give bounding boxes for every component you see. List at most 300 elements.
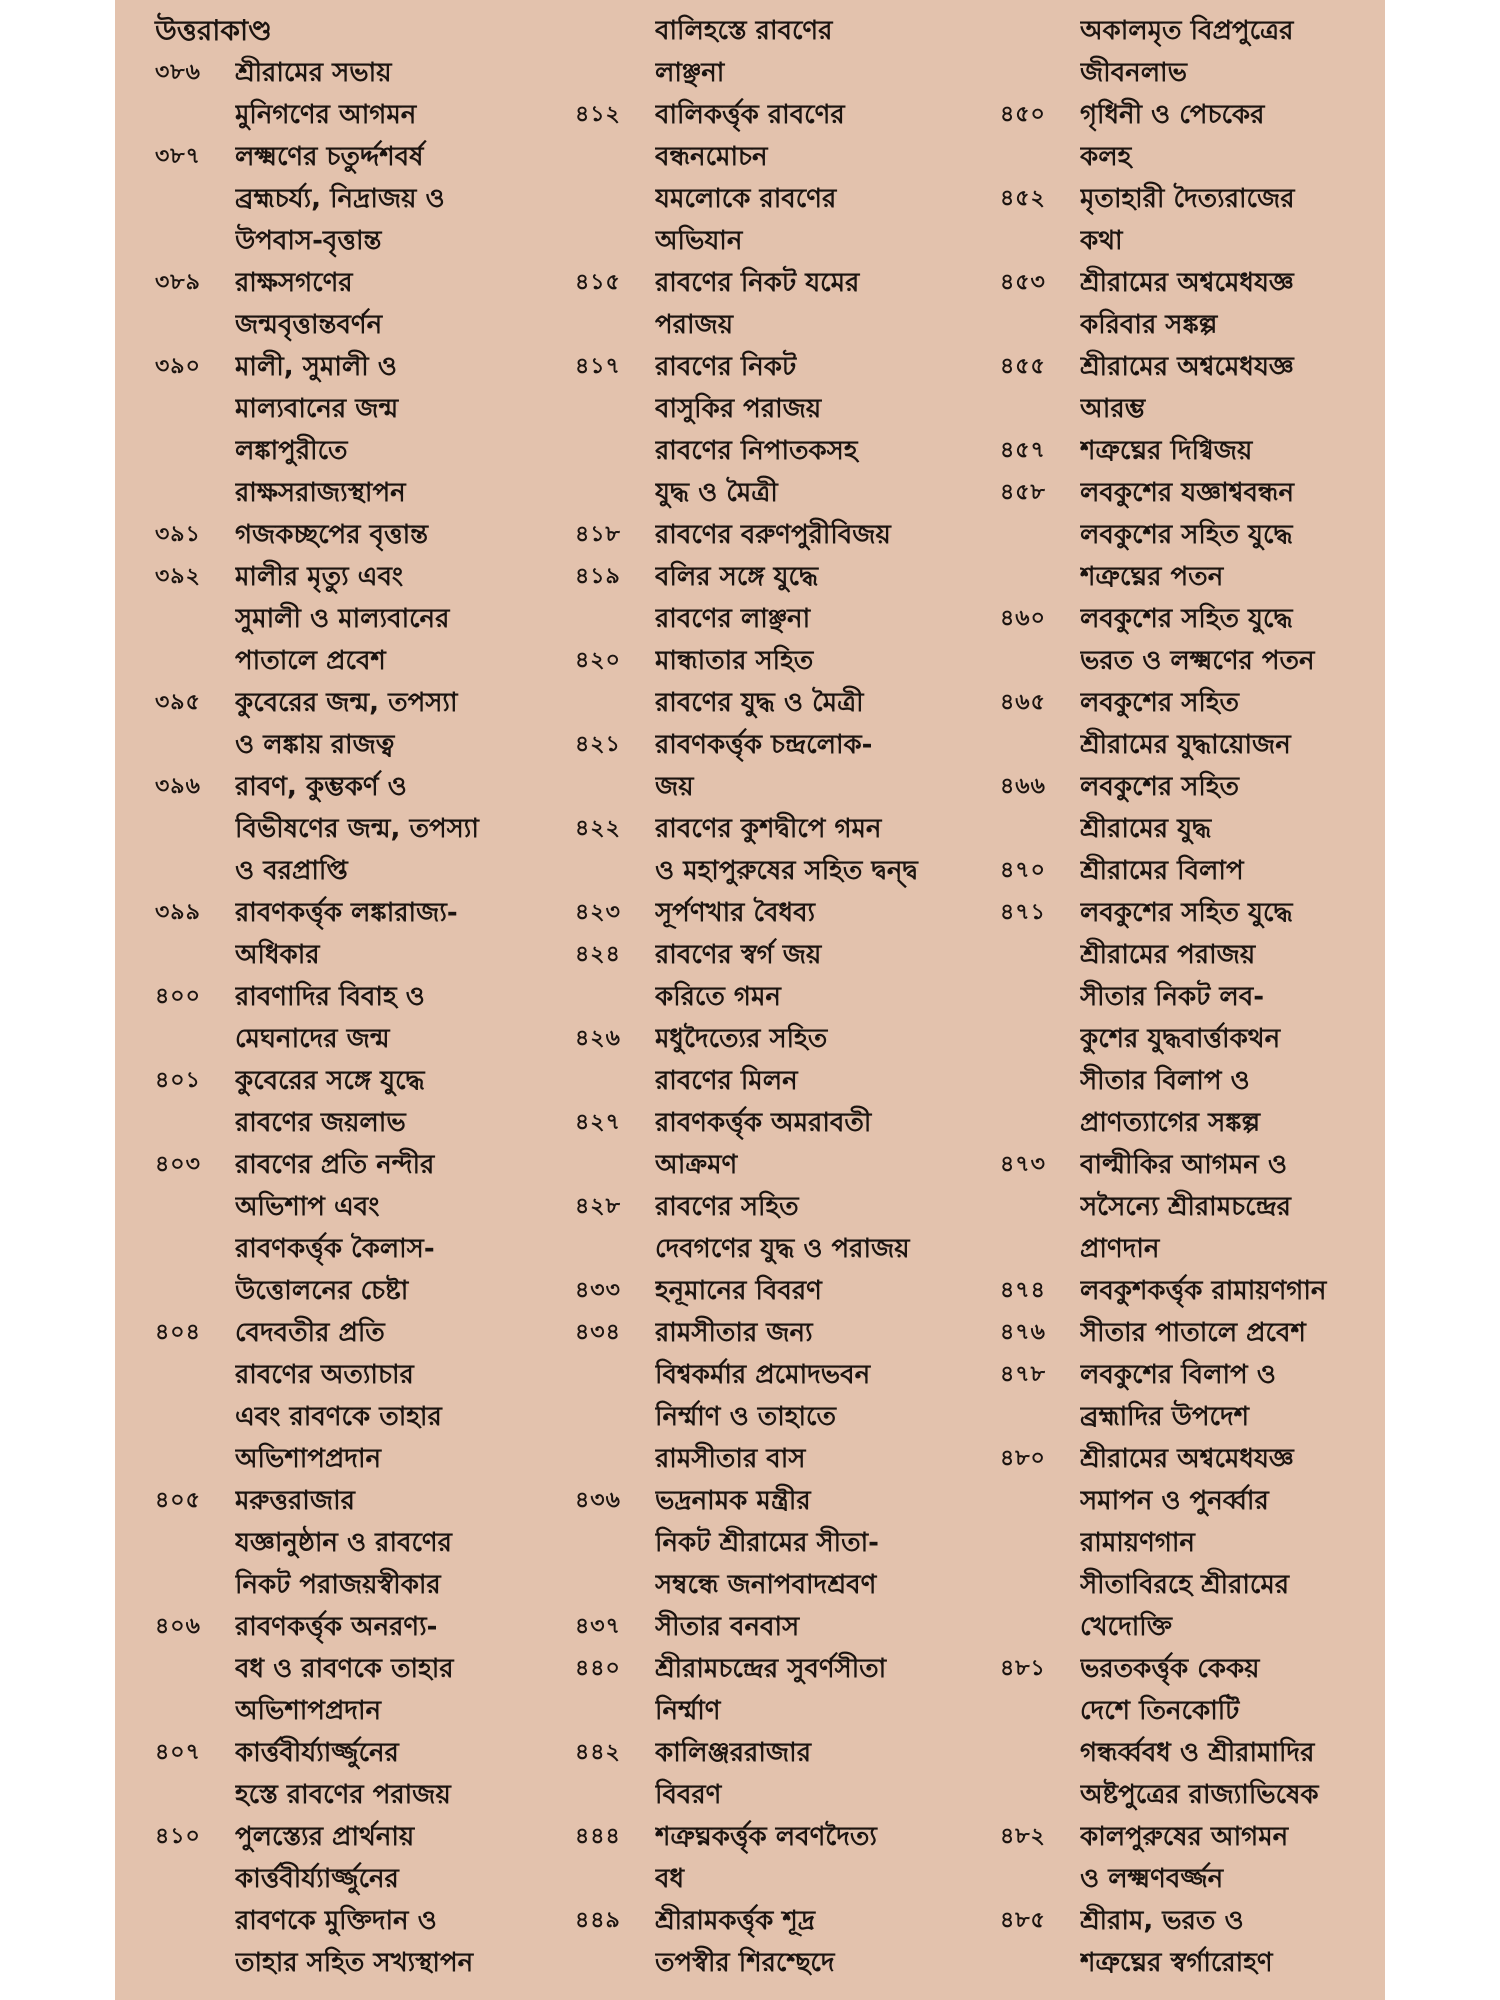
entry-title-line: ও বরপ্রাপ্তি (235, 856, 348, 886)
toc-entry (575, 346, 975, 430)
toc-entry (155, 976, 555, 1060)
entry-title (655, 1816, 975, 1900)
page-number: ৪০১ (155, 1068, 201, 1093)
entry-title (1080, 430, 1380, 472)
toc-entry (1000, 430, 1380, 472)
toc-entry (155, 1480, 555, 1606)
page-number: ৪৫৮ (1000, 480, 1046, 505)
toc-entry (1000, 682, 1380, 766)
entry-title-line: বাসুকির পরাজয় (655, 394, 822, 424)
entry-title (235, 136, 555, 262)
entry-title-line: কুবেরের জন্ম, তপস্যা (235, 688, 458, 718)
entry-title (655, 1648, 975, 1732)
entry-title-line: গৃধিনী ও পেচকের (1080, 100, 1265, 130)
entry-title-line: ভরতকর্ত্তৃক কেকয় (1080, 1654, 1260, 1684)
page-number: ৪৮২ (1000, 1824, 1046, 1849)
entry-title-line: অভিশাপপ্রদান (235, 1444, 382, 1474)
entry-title-line: রাবণকে মুক্তিদান ও (235, 1906, 437, 1936)
toc-entry (1000, 892, 1380, 1144)
entry-title-line: কথা (1080, 226, 1123, 256)
toc-column-1 (155, 10, 555, 1984)
entry-title-line: শ্রীরামের অশ্বমেধযজ্ঞ (1080, 268, 1294, 298)
toc-entry (155, 1816, 555, 1984)
page-number: ৪১২ (575, 102, 621, 127)
entry-title (235, 346, 555, 514)
entry-title (655, 1186, 975, 1270)
entry-title-line: আরম্ভ (1080, 394, 1146, 424)
entry-title-line: কালিঞ্জররাজার (655, 1738, 811, 1768)
entry-title-line: অধিকার (235, 940, 320, 970)
entry-title (655, 640, 975, 724)
entry-title (235, 1732, 555, 1816)
entry-title-line: ভরত ও লক্ষ্মণের পতন (1080, 646, 1315, 676)
toc-entry (155, 892, 555, 976)
entry-title-line: পাতালে প্রবেশ (235, 646, 386, 676)
entry-title-line: মান্ধাতার সহিত (655, 646, 814, 676)
entry-title-line: মুনিগণের আগমন (235, 100, 417, 130)
entry-title-line: শত্রুঘ্নের পতন (1080, 562, 1224, 592)
entry-title (235, 514, 555, 556)
page-number: ৪৫৩ (1000, 270, 1046, 295)
book-page (115, 0, 1385, 2000)
page-number: ৩৮৬ (155, 60, 201, 85)
toc-entry (155, 556, 555, 682)
entry-title (655, 1732, 975, 1816)
entry-title-line: রাবণের নিকট (655, 352, 797, 382)
entry-title-line: কার্ত্তবীর্য্যার্জ্জুনের (235, 1738, 399, 1768)
toc-entry (575, 556, 975, 640)
toc-entry (575, 892, 975, 934)
entry-title (1080, 94, 1380, 178)
entry-title (1080, 682, 1380, 766)
page-number: ৪৩৩ (575, 1278, 621, 1303)
toc-entry (575, 1018, 975, 1102)
entry-title-line: শ্রীরামের সভায় (235, 58, 392, 88)
entry-title-line: আক্রমণ (655, 1150, 738, 1180)
page-number: ৩৯১ (155, 522, 201, 547)
entry-title-line: যমলোকে রাবণের (655, 184, 837, 214)
entry-title-line: করিতে গমন (655, 982, 781, 1012)
toc-entry (575, 724, 975, 808)
toc-entry (155, 1060, 555, 1144)
toc-entry (575, 94, 975, 178)
entry-title-line: অভিশাপ এবং (235, 1192, 380, 1222)
entry-title (235, 892, 555, 976)
page-number: ৩৯৫ (155, 690, 201, 715)
entry-title-line: জন্মবৃত্তান্তবর্ণন (235, 310, 383, 340)
page-number (1000, 10, 1080, 52)
entry-title-line: রাবণের জয়লাভ (235, 1108, 406, 1138)
toc-entry (575, 1102, 975, 1186)
page-number: ৩৮৭ (155, 144, 201, 169)
entry-title (655, 556, 975, 640)
toc-entry (155, 1606, 555, 1732)
page-number: ৪০০ (155, 984, 201, 1009)
entry-title-line: রাবণের নিপাতকসহ (655, 436, 858, 466)
entry-title (655, 346, 975, 430)
page-number: ৪১৫ (575, 270, 621, 295)
entry-title-line: পুলস্ত্যের প্রার্থনায় (235, 1822, 415, 1852)
toc-entry (1000, 598, 1380, 682)
toc-entry (575, 430, 975, 514)
entry-title-line: রাবণকর্ত্তৃক কৈলাস- (235, 1234, 435, 1264)
toc-entry (575, 1648, 975, 1732)
entry-title-line: সুমালী ও মাল্যবানের (235, 604, 450, 634)
entry-title-line: রাবণকর্ত্তৃক অমরাবতী (655, 1108, 872, 1138)
entry-title (1080, 1144, 1380, 1270)
entry-title-line: বালিকর্ত্তৃক রাবণের (655, 100, 845, 130)
page-number: ৪১৮ (575, 522, 621, 547)
entry-title (235, 556, 555, 682)
page-number: ৪৬৫ (1000, 690, 1046, 715)
entry-title-line: লবকুশের বিলাপ ও (1080, 1360, 1276, 1390)
page-number: ৩৯০ (155, 354, 201, 379)
page-number: ৪২৮ (575, 1194, 621, 1219)
toc-entry (1000, 1144, 1380, 1270)
page-number: ৪০৬ (155, 1614, 201, 1639)
entry-title-line: রাক্ষসগণের (235, 268, 353, 298)
toc-entry (1000, 766, 1380, 850)
entry-title (235, 766, 555, 892)
entry-title-line: শ্রীরামের বিলাপ (1080, 856, 1244, 886)
toc-entry (1000, 1438, 1380, 1648)
toc-entry (1000, 850, 1380, 892)
entry-title (1080, 472, 1380, 598)
page-number: ৪১০ (155, 1824, 201, 1849)
toc-entry (155, 766, 555, 892)
page-number: ৪৫০ (1000, 102, 1046, 127)
toc-entry (1000, 1816, 1380, 1900)
entry-title-line: অভিশাপপ্রদান (235, 1696, 382, 1726)
entry-title (235, 52, 555, 136)
entry-title-line: রাবণের নিকট যমের (655, 268, 860, 298)
toc-entry (575, 1270, 975, 1312)
entry-title-line: সীতার বিলাপ ও (1080, 1066, 1250, 1096)
page-number: ৪২২ (575, 816, 621, 841)
entry-title (655, 934, 975, 1018)
entry-title-line: করিবার সঙ্কল্প (1080, 310, 1218, 340)
toc-entry (1000, 94, 1380, 178)
page-number: ৪৪০ (575, 1656, 621, 1681)
entry-title-line: বিভীষণের জন্ম, তপস্যা (235, 814, 479, 844)
page-number: ৩৯৯ (155, 900, 201, 925)
entry-title (1080, 598, 1380, 682)
entry-title (235, 1816, 555, 1984)
entry-title-line: জীবনলাভ (1080, 58, 1187, 88)
page-number: ৪৭১ (1000, 900, 1046, 925)
page-number (575, 430, 655, 472)
entry-title-line: হনূমানের বিবরণ (655, 1276, 822, 1306)
page-number: ৪৪৯ (575, 1908, 621, 1933)
entry-title (655, 1018, 975, 1102)
toc-entry (155, 1732, 555, 1816)
entry-title-line: লবকুশের সহিত (1080, 772, 1239, 802)
entry-title (235, 262, 555, 346)
entry-title-line: যুদ্ধ ও মৈত্রী (655, 478, 778, 508)
entry-title-line: লবকুশের সহিত যুদ্ধে (1080, 898, 1293, 928)
toc-entry (155, 136, 555, 262)
entry-title (1080, 262, 1380, 346)
entry-title (655, 10, 975, 94)
entry-title-line: ও মহাপুরুষের সহিত দ্বন্দ্ব (655, 856, 918, 886)
entry-title-line: শ্রীরামের অশ্বমেধযজ্ঞ (1080, 352, 1294, 382)
entry-title-line: লঙ্কাপুরীতে (235, 436, 348, 466)
toc-entry (575, 640, 975, 724)
toc-entry (575, 1312, 975, 1480)
toc-entry (1000, 1312, 1380, 1354)
toc-entry (575, 1732, 975, 1816)
page-number: ৪২১ (575, 732, 621, 757)
entry-title-line: শ্রীরামের অশ্বমেধযজ্ঞ (1080, 1444, 1294, 1474)
entry-title-line: তপস্বীর শিরশ্ছেদে (655, 1948, 835, 1978)
entry-title-line: বধ (655, 1864, 685, 1894)
toc-entry (155, 262, 555, 346)
entry-title (655, 1606, 975, 1648)
entry-title-line: রাবণের মিলন (655, 1066, 798, 1096)
toc-entry (1000, 178, 1380, 262)
entry-title-line: বাল্মীকির আগমন ও (1080, 1150, 1287, 1180)
entry-title (655, 1102, 975, 1186)
page-number: ৪৮৫ (1000, 1908, 1046, 1933)
entry-title (655, 1480, 975, 1606)
page-number: ৩৯৬ (155, 774, 201, 799)
page-number: ৪০৪ (155, 1320, 201, 1345)
entry-title-line: শ্রীরামের যুদ্ধায়োজন (1080, 730, 1291, 760)
entry-title-line: নিকট শ্রীরামের সীতা- (655, 1528, 879, 1558)
entry-title-line: এবং রাবণকে তাহার (235, 1402, 442, 1432)
entry-title-line: যজ্ঞানুষ্ঠান ও রাবণের (235, 1528, 452, 1558)
page-number: ৪২৪ (575, 942, 621, 967)
entry-title (235, 1312, 555, 1480)
page-number: ৪৬৬ (1000, 774, 1046, 799)
entry-title-line: সীতার পাতালে প্রবেশ (1080, 1318, 1306, 1348)
entry-title (1080, 10, 1380, 94)
entry-title-line: লবকুশের যজ্ঞাশ্ববন্ধন (1080, 478, 1295, 508)
entry-title (655, 1312, 975, 1480)
toc-entry (575, 10, 975, 94)
entry-title-line: শত্রুঘ্নের স্বর্গারোহণ (1080, 1948, 1273, 1978)
page-number: ৪৭৩ (1000, 1152, 1046, 1177)
entry-title-line: রাবণকর্ত্তৃক অনরণ্য- (235, 1612, 438, 1642)
toc-entry (155, 514, 555, 556)
entry-title (655, 808, 975, 892)
entry-title-line: লবকুশের সহিত যুদ্ধে (1080, 604, 1293, 634)
toc-entry (155, 1144, 555, 1312)
page-number: ৪০৫ (155, 1488, 201, 1513)
entry-title-line: প্রাণত্যাগের সঙ্কল্প (1080, 1108, 1261, 1138)
entry-title-line: জয় (655, 772, 694, 802)
entry-title-line: রামসীতার জন্য (655, 1318, 813, 1348)
page-number: ৪২৬ (575, 1026, 621, 1051)
page-number: ৪৭০ (1000, 858, 1046, 883)
toc-entry (575, 514, 975, 556)
toc-entry (155, 1312, 555, 1480)
entry-title-line: বালিহস্তে রাবণের (655, 16, 833, 46)
page-number: ৪০৩ (155, 1152, 201, 1177)
entry-title-line: তাহার সহিত সখ্যস্থাপন (235, 1948, 474, 1978)
entry-title-line: রাবণের লাঞ্ছনা (655, 604, 811, 634)
entry-title (655, 724, 975, 808)
entry-title-line: শ্রীরাম, ভরত ও (1080, 1906, 1244, 1936)
entry-title-line: লবকুশকর্ত্তৃক রামায়ণগান (1080, 1276, 1327, 1306)
page-number: ৪৫৫ (1000, 354, 1046, 379)
page-number: ৪৭৪ (1000, 1278, 1046, 1303)
toc-entry (1000, 346, 1380, 430)
entry-title-line: নির্ম্মাণ ও তাহাতে (655, 1402, 836, 1432)
entry-title (655, 178, 975, 262)
entry-title (655, 892, 975, 934)
entry-title (1080, 1354, 1380, 1438)
toc-entry (1000, 262, 1380, 346)
entry-title (655, 514, 975, 556)
entry-title-line: লবকুশের সহিত যুদ্ধে (1080, 520, 1293, 550)
entry-title-line: মালী, সুমালী ও (235, 352, 397, 382)
entry-title-line: কুশের যুদ্ধবার্ত্তাকথন (1080, 1024, 1281, 1054)
section-heading: উত্তরাকাণ্ড (155, 14, 272, 47)
page-number: ৪২৩ (575, 900, 621, 925)
entry-title-line: গজকচ্ছপের বৃত্তান্ত (235, 520, 429, 550)
entry-title-line: ব্রহ্মচর্য্য, নিদ্রাজয় ও (235, 184, 445, 214)
entry-title (235, 1606, 555, 1732)
page-number: ৪৪২ (575, 1740, 621, 1765)
page-number: ৩৯২ (155, 564, 201, 589)
entry-title (655, 262, 975, 346)
entry-title-line: হস্তে রাবণের পরাজয় (235, 1780, 451, 1810)
entry-title-line: সীতার বনবাস (655, 1612, 800, 1642)
entry-title (1080, 892, 1380, 1144)
entry-title-line: ব্রহ্মাদির উপদেশ (1080, 1402, 1250, 1432)
page-number (575, 10, 655, 52)
entry-title-line: অকালমৃত বিপ্রপুত্রের (1080, 16, 1294, 46)
entry-title (655, 1900, 975, 1984)
toc-entry (575, 1816, 975, 1900)
toc-entry (575, 934, 975, 1018)
page-number: ৪৩৭ (575, 1614, 621, 1639)
toc-entry (1000, 1900, 1380, 1984)
entry-title (1080, 346, 1380, 430)
entry-title-line: সম্বন্ধে জনাপবাদশ্রবণ (655, 1570, 877, 1600)
entry-title-line: লাঞ্ছনা (655, 58, 725, 88)
entry-title-line: সীতাবিরহে শ্রীরামের (1080, 1570, 1290, 1600)
entry-title-line: রাবণকর্ত্তৃক চন্দ্রলোক- (655, 730, 873, 760)
toc-entry (1000, 472, 1380, 598)
entry-title (1080, 1900, 1380, 1984)
entry-title-line: কুবেরের সঙ্গে যুদ্ধে (235, 1066, 425, 1096)
page-number: ৪৬০ (1000, 606, 1046, 631)
toc-entry (575, 1900, 975, 1984)
page-number: ৪২০ (575, 648, 621, 673)
entry-title-line: মাল্যবানের জন্ম (235, 394, 399, 424)
entry-title-line: লক্ষ্মণের চতুর্দ্দশবর্ষ (235, 142, 424, 172)
page-number: ৪১৯ (575, 564, 621, 589)
entry-title-line: দেশে তিনকোটি (1080, 1696, 1240, 1726)
page-number: ৪৮০ (1000, 1446, 1046, 1471)
entry-title (1080, 766, 1380, 850)
entry-title-line: বন্ধনমোচন (655, 142, 768, 172)
page-number: ৪০৭ (155, 1740, 201, 1765)
page-number: ৪৩৪ (575, 1320, 621, 1345)
entry-title-line: প্রাণদান (1080, 1234, 1160, 1264)
entry-title-line: রাবণের প্রতি নন্দীর (235, 1150, 435, 1180)
entry-title-line: দেবগণের যুদ্ধ ও পরাজয় (655, 1234, 910, 1264)
entry-title-line: বেদবতীর প্রতি (235, 1318, 385, 1348)
entry-title-line: সমাপন ও পুনর্ব্বার (1080, 1486, 1269, 1516)
entry-title (655, 94, 975, 178)
entry-title-line: বিশ্বকর্মার প্রমোদভবন (655, 1360, 871, 1390)
entry-title (1080, 178, 1380, 262)
toc-column-3 (1000, 10, 1380, 1984)
entry-title-line: সীতার নিকট লব- (1080, 982, 1265, 1012)
entry-title (235, 682, 555, 766)
entry-title (655, 430, 975, 514)
entry-title-line: শত্রুঘ্নকর্ত্তৃক লবণদৈত্য (655, 1822, 877, 1852)
entry-title-line: রামায়ণগান (1080, 1528, 1195, 1558)
entry-title-line: রাবণকর্ত্তৃক লঙ্কারাজ্য- (235, 898, 458, 928)
page-number (575, 178, 655, 220)
entry-title-line: মেঘনাদের জন্ম (235, 1024, 390, 1054)
entry-title-line: রাবণের বরুণপুরীবিজয় (655, 520, 891, 550)
entry-title-line: রাক্ষসরাজ্যস্থাপন (235, 478, 406, 508)
entry-title-line: পরাজয় (655, 310, 734, 340)
entry-title-line: বধ ও রাবণকে তাহার (235, 1654, 454, 1684)
entry-title-line: শ্রীরামকর্ত্তৃক শূদ্র (655, 1906, 816, 1936)
entry-title-line: শ্রীরামের যুদ্ধ (1080, 814, 1212, 844)
page-number: ৪৫৭ (1000, 438, 1046, 463)
entry-title-line: নিকট পরাজয়স্বীকার (235, 1570, 441, 1600)
toc-entry (155, 346, 555, 514)
entry-title-line: রাবণ, কুম্ভকর্ণ ও (235, 772, 407, 802)
entry-title-line: রাবণের অত্যাচার (235, 1360, 414, 1390)
toc-column-2 (575, 10, 975, 1984)
entry-title (235, 1060, 555, 1144)
entry-title-line: রাবণের কুশদ্বীপে গমন (655, 814, 882, 844)
entry-title (235, 976, 555, 1060)
entry-title (1080, 1270, 1380, 1312)
entry-title (1080, 850, 1380, 892)
entry-title-line: ও লক্ষ্মণবর্জ্জন (1080, 1864, 1224, 1894)
entry-title-line: সসৈন্যে শ্রীরামচন্দ্রের (1080, 1192, 1291, 1222)
toc-entry (1000, 1270, 1380, 1312)
entry-title (655, 1270, 975, 1312)
entry-title-line: মৃতাহারী দৈত্যরাজের (1080, 184, 1295, 214)
toc-entry (1000, 1648, 1380, 1816)
toc-entry (575, 1480, 975, 1606)
entry-title-line: রাবণের সহিত (655, 1192, 799, 1222)
page-number: ৪৭৬ (1000, 1320, 1046, 1345)
entry-title (1080, 1816, 1380, 1900)
entry-title (1080, 1312, 1380, 1354)
page-number: ৩৮৯ (155, 270, 201, 295)
entry-title-line: বলির সঙ্গে যুদ্ধে (655, 562, 819, 592)
page-number: ৪৩৬ (575, 1488, 621, 1513)
toc-entry (1000, 10, 1380, 94)
entry-title-line: অষ্টপুত্রের রাজ্যাভিষেক (1080, 1780, 1319, 1810)
entry-title-line: সূর্পণখার বৈধব্য (655, 898, 816, 928)
entry-title-line: ভদ্রনামক মন্ত্রীর (655, 1486, 811, 1516)
page-number: ৪৫২ (1000, 186, 1046, 211)
entry-title-line: অভিযান (655, 226, 743, 256)
toc-entry (155, 52, 555, 136)
entry-title-line: রাবণাদির বিবাহ ও (235, 982, 425, 1012)
entry-title-line: কলহ (1080, 142, 1132, 172)
entry-title-line: শ্রীরামচন্দ্রের সুবর্ণসীতা (655, 1654, 887, 1684)
entry-title-line: রাবণের স্বর্গ জয় (655, 940, 822, 970)
toc-entry (575, 1606, 975, 1648)
entry-title-line: মরুত্তরাজার (235, 1486, 355, 1516)
entry-title-line: উপবাস-বৃত্তান্ত (235, 226, 382, 256)
entry-title-line: লবকুশের সহিত (1080, 688, 1239, 718)
entry-title (235, 1144, 555, 1312)
